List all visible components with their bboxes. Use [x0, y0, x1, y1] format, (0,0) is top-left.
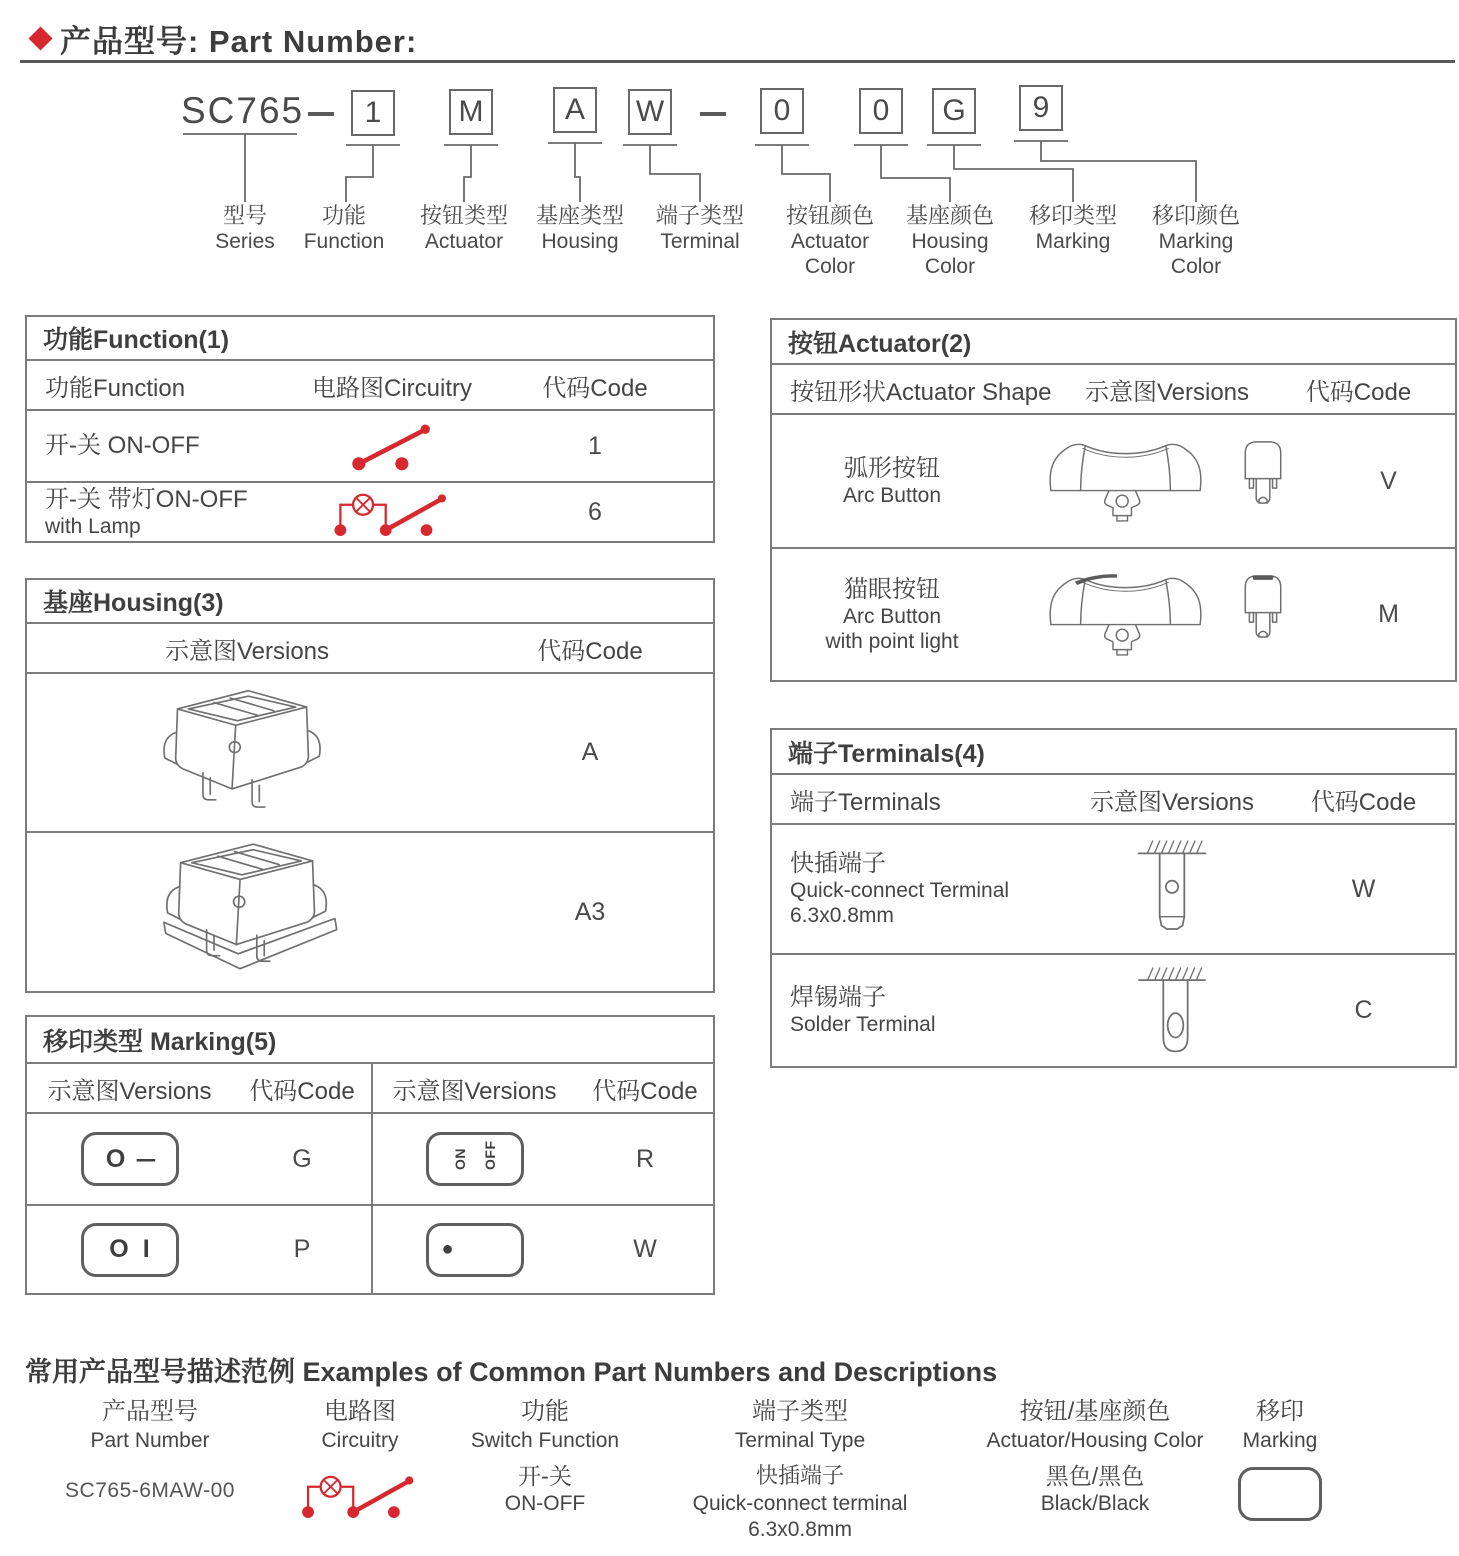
function-table-title: 功能Function(1): [27, 317, 713, 361]
arc-button-point-light-side-icon: [1234, 569, 1292, 661]
marking-code: R: [635, 1144, 655, 1173]
table-row: [772, 549, 1455, 680]
table-row: [27, 483, 713, 541]
dash-separator-2: [700, 112, 726, 116]
marking-header-code-2: 代码Code: [592, 1077, 698, 1105]
segment-actuator-color: 0: [760, 88, 804, 134]
point-light-mark: [1252, 575, 1274, 579]
example-col-marking: 移印 Marking: [1210, 1396, 1350, 1521]
label-actuator: 按钮类型 Actuator: [419, 203, 508, 253]
header-divider: [20, 60, 1455, 63]
function-header-code: 代码Code: [542, 374, 648, 402]
segment-housing: A: [553, 87, 597, 133]
arc-button-side-icon: [1234, 435, 1292, 527]
segment-function: 1: [351, 90, 395, 136]
terminal-name-zh: 焊锡端子: [790, 984, 886, 1011]
table-row: [27, 1206, 713, 1293]
housing-code: A: [581, 738, 599, 766]
label-marking-color: 移印颜色 Marking Color: [1151, 203, 1240, 278]
examples-title: 常用产品型号描述范例 Examples of Common Part Numbers and Descriptions: [25, 1357, 998, 1387]
on-off-circuit-icon: [345, 417, 440, 475]
terminal-size: 6.3x0.8mm: [790, 904, 894, 927]
marking-code: P: [293, 1235, 311, 1263]
table-row: [772, 955, 1455, 1066]
segment-marking: G: [932, 88, 976, 134]
housing-a-icon: [140, 678, 355, 828]
actuator-code: V: [1380, 466, 1397, 495]
example-col-circuitry: 电路图 Circuitry: [280, 1396, 440, 1523]
actuator-header-versions: 示意图Versions: [1084, 378, 1250, 406]
table-row: [27, 1114, 713, 1206]
housing-code: A3: [574, 897, 606, 926]
marking-o-dash-icon: O –: [81, 1132, 179, 1186]
arc-button-front-icon: [1043, 435, 1208, 527]
actuator-code: M: [1378, 600, 1399, 628]
label-function: 功能 Function: [303, 203, 385, 253]
actuator-header-code: 代码Code: [1305, 378, 1412, 406]
segment-actuator: M: [449, 89, 493, 135]
actuator-shape-zh: 猫眼按钮: [843, 575, 940, 603]
example-part-number-value: SC765-6MAW-00: [65, 1479, 235, 1502]
table-row: [772, 415, 1455, 549]
marking-table-divider: [371, 1064, 373, 1293]
actuator-table: [770, 318, 1457, 682]
terminal-code: W: [1351, 874, 1376, 903]
actuator-shape-zh: 弧形按钮: [844, 454, 940, 482]
terminals-header-versions: 示意图Versions: [1089, 788, 1255, 816]
terminal-code: C: [1354, 996, 1373, 1024]
housing-a3-icon: [135, 833, 360, 991]
marking-o-i-icon: O I: [81, 1223, 179, 1277]
table-row: [772, 825, 1455, 955]
housing-header-versions: 示意图Versions: [164, 637, 330, 665]
terminals-table: [770, 728, 1457, 1068]
label-series: 型号 Series: [215, 203, 275, 253]
function-code: 1: [588, 431, 602, 460]
red-diamond-icon: [28, 26, 52, 50]
series-code: SC765: [181, 90, 305, 131]
table-row: [27, 411, 713, 483]
marking-header-code-1: 代码Code: [249, 1077, 355, 1105]
actuator-shape-en2: with point light: [825, 629, 959, 653]
function-header-circuitry: 电路图Circuitry: [312, 374, 472, 402]
segment-housing-color: 0: [859, 88, 903, 134]
marking-header-versions-1: 示意图Versions: [47, 1077, 212, 1105]
housing-table: [25, 578, 715, 993]
actuator-header-shape: 按钮形状Actuator Shape: [790, 378, 1052, 406]
table-row: [27, 674, 713, 833]
function-name: 开-关 带灯ON-OFF: [45, 485, 248, 513]
page-title: 产品型号: Part Number:: [60, 24, 418, 59]
label-terminal: 端子类型 Terminal: [655, 203, 744, 253]
terminal-name-en: Solder Terminal: [790, 1013, 936, 1036]
solder-terminal-icon: [1128, 961, 1216, 1061]
function-name: 开-关 ON-OFF: [45, 432, 200, 459]
example-col-terminal-type: 端子类型 Terminal Type 快插端子 Quick-connect terminal 6.3x0.8mm: [692, 1398, 908, 1541]
function-name-en: with Lamp: [45, 514, 141, 538]
table-row: [27, 833, 713, 991]
terminals-header-code: 代码Code: [1310, 788, 1417, 816]
segment-marking-color: 9: [1019, 85, 1063, 131]
blank-marking-icon: [1238, 1467, 1322, 1521]
label-housing: 基座类型 Housing: [535, 203, 624, 253]
actuator-shape-en: Arc Button: [842, 604, 942, 628]
on-off-lamp-circuit-icon: [330, 483, 455, 541]
housing-header-code: 代码Code: [537, 637, 643, 665]
function-header-function: 功能Function: [45, 374, 186, 402]
terminals-header-name: 端子Terminals: [790, 788, 941, 816]
marking-header-versions-2: 示意图Versions: [392, 1077, 557, 1105]
on-off-lamp-circuit-icon: [299, 1465, 421, 1523]
example-col-part-number: 产品型号 Part Number SC765-6MAW-00: [30, 1396, 270, 1503]
terminal-name-en: Quick-connect Terminal: [790, 879, 1010, 902]
function-code: 6: [588, 497, 602, 526]
marking-on-off-icon: ON OFF: [426, 1132, 524, 1186]
example-col-function: 功能 Switch Function 开-关 ON-OFF: [470, 1398, 620, 1515]
label-marking: 移印类型 Marking: [1028, 203, 1117, 253]
segment-terminal: W: [628, 89, 672, 135]
marking-dot-icon: ●: [426, 1223, 524, 1277]
actuator-shape-en: Arc Button: [842, 483, 942, 507]
arc-button-point-light-front-icon: [1043, 569, 1208, 661]
dash-separator: [308, 112, 334, 116]
marking-table-title: 移印类型 Marking(5): [27, 1017, 713, 1064]
marking-table: [25, 1015, 715, 1295]
actuator-table-title: 按钮Actuator(2): [772, 320, 1455, 365]
terminal-name-zh: 快插端子: [790, 850, 886, 877]
terminals-table-title: 端子Terminals(4): [772, 730, 1455, 775]
marking-code: W: [633, 1235, 657, 1263]
example-col-colors: 按钮/基座颜色 Actuator/Housing Color 黑色/黑色 Black/Black: [986, 1398, 1204, 1515]
function-table: [25, 315, 715, 543]
label-actuator-color: 按钮颜色 Actuator Color: [785, 203, 874, 278]
label-housing-color: 基座颜色 Housing Color: [905, 203, 994, 278]
quick-connect-terminal-icon: [1128, 833, 1216, 945]
marking-code: G: [292, 1144, 312, 1173]
housing-table-title: 基座Housing(3): [27, 580, 713, 624]
